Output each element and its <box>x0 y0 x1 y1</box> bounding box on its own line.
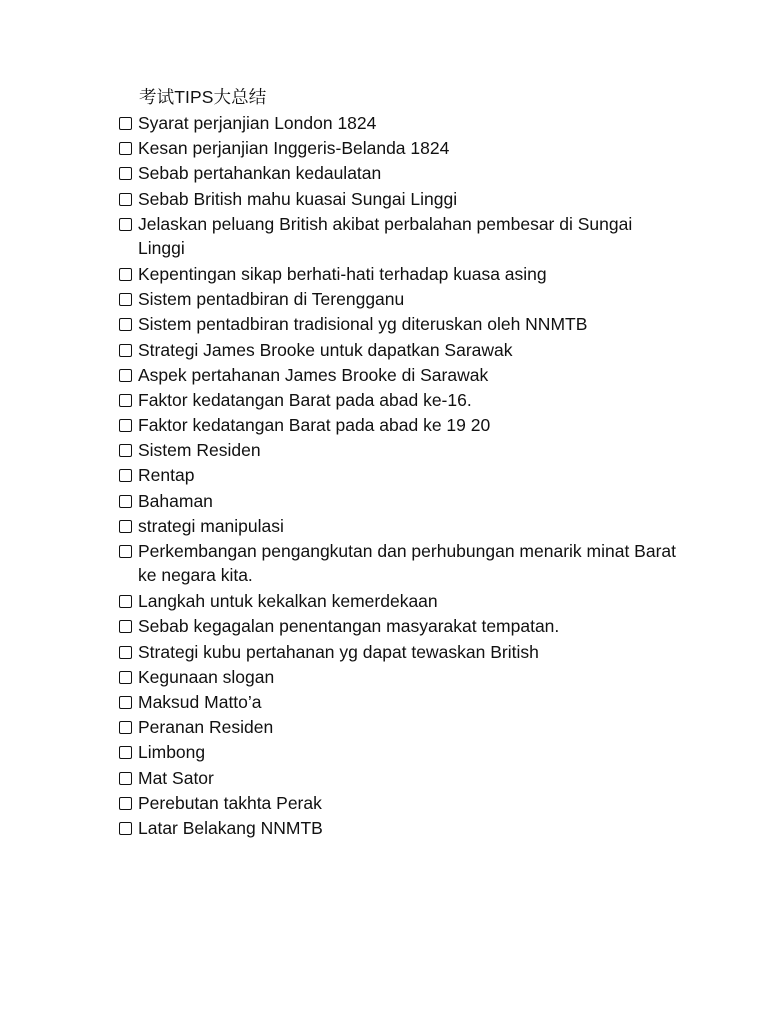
checklist-item-label: Rentap <box>138 465 195 486</box>
checklist-item-label: Mat Sator <box>138 767 214 788</box>
checklist-item-label: Maksud Matto’a <box>138 691 262 712</box>
checkbox-icon[interactable] <box>119 167 132 180</box>
checkbox-icon[interactable] <box>119 495 132 508</box>
checklist-item <box>118 413 678 437</box>
checkbox-icon[interactable] <box>119 469 132 482</box>
checklist-item <box>118 766 678 790</box>
checkbox-icon[interactable] <box>119 746 132 759</box>
checkbox-icon[interactable] <box>119 595 132 608</box>
checklist-item-label: Perkembangan pengangkutan dan perhubungan menarik minat Barat ke negara kita. <box>138 541 677 585</box>
checkbox-icon[interactable] <box>119 193 132 206</box>
checklist-item <box>118 438 678 462</box>
checklist-item <box>118 665 678 689</box>
checkbox-icon[interactable] <box>119 419 132 432</box>
checklist-item-label: Faktor kedatangan Barat pada abad ke-16. <box>138 389 472 410</box>
checklist-item-label: Aspek pertahanan James Brooke di Sarawak <box>138 364 489 385</box>
checklist-item-label: strategi manipulasi <box>138 515 284 536</box>
checklist-item-label: Sebab kegagalan penentangan masyarakat tempatan. <box>138 616 560 637</box>
checklist-item <box>118 489 678 513</box>
checklist-item-label: Strategi kubu pertahanan yg dapat tewaskan British <box>138 641 539 662</box>
checklist-item <box>118 614 678 638</box>
checklist-item <box>118 514 678 538</box>
document-title: 考试TIPS大总结 <box>139 87 267 107</box>
checklist-item <box>118 589 678 613</box>
checkbox-icon[interactable] <box>119 268 132 281</box>
checkbox-icon[interactable] <box>119 394 132 407</box>
checklist-item-label: Jelaskan peluang British akibat perbalahan pembesar di Sungai Linggi <box>138 213 633 258</box>
checkbox-icon[interactable] <box>119 721 132 734</box>
checklist-item-label: Limbong <box>138 742 206 763</box>
checklist-item-label: Kegunaan slogan <box>138 666 275 687</box>
checklist-item <box>118 212 678 260</box>
checklist-item-label: Strategi James Brooke untuk dapatkan Sarawak <box>138 339 513 360</box>
checkbox-icon[interactable] <box>119 369 132 382</box>
checkbox-icon[interactable] <box>119 117 132 130</box>
checkbox-icon[interactable] <box>119 142 132 155</box>
checklist-item-label: Sistem Residen <box>138 440 261 461</box>
checklist-item <box>118 312 678 336</box>
checklist-item-label: Sistem pentadbiran di Terengganu <box>138 289 405 310</box>
checklist-item-label: Kesan perjanjian Inggeris-Belanda 1824 <box>138 138 450 159</box>
checklist-item <box>118 262 678 286</box>
checklist-item-label: Perebutan takhta Perak <box>138 792 322 813</box>
checklist-item <box>118 791 678 815</box>
checkbox-icon[interactable] <box>119 696 132 709</box>
checklist-item-label: Langkah untuk kekalkan kemerdekaan <box>138 591 438 612</box>
checklist-item <box>118 136 678 160</box>
checkbox-icon[interactable] <box>119 671 132 684</box>
checklist-item <box>118 740 678 764</box>
checklist-item <box>118 715 678 739</box>
checklist-item <box>118 463 678 487</box>
checklist-item-label: Kepentingan sikap berhati-hati terhadap kuasa asing <box>138 263 547 284</box>
checkbox-icon[interactable] <box>119 822 132 835</box>
checklist-item <box>118 187 678 211</box>
checkbox-icon[interactable] <box>119 772 132 785</box>
checkbox-icon[interactable] <box>119 620 132 633</box>
checklist-item-label: Sebab pertahankan kedaulatan <box>138 163 382 184</box>
checklist-item <box>118 363 678 387</box>
checklist-item <box>118 690 678 714</box>
checklist-item <box>118 111 678 135</box>
checklist-item-label: Faktor kedatangan Barat pada abad ke 19 20 <box>138 415 491 436</box>
checkbox-icon[interactable] <box>119 545 132 558</box>
checklist-item <box>118 816 678 840</box>
checkbox-icon[interactable] <box>119 444 132 457</box>
checkbox-icon[interactable] <box>119 797 132 810</box>
checklist-item <box>118 338 678 362</box>
checklist-item <box>118 161 678 185</box>
checklist-item <box>118 539 678 587</box>
checklist-item-label: Latar Belakang NNMTB <box>138 817 323 838</box>
checkbox-icon[interactable] <box>119 218 132 231</box>
checklist <box>118 111 678 841</box>
checklist-item <box>118 388 678 412</box>
checklist-item-label: Sistem pentadbiran tradisional yg diteruskan oleh NNMTB <box>138 314 588 335</box>
checkbox-icon[interactable] <box>119 293 132 306</box>
checkbox-icon[interactable] <box>119 520 132 533</box>
checkbox-icon[interactable] <box>119 344 132 357</box>
checkbox-icon[interactable] <box>119 318 132 331</box>
checkbox-icon[interactable] <box>119 646 132 659</box>
checklist-item <box>118 640 678 664</box>
checklist-item <box>118 287 678 311</box>
checklist-item-label: Syarat perjanjian London 1824 <box>138 113 377 133</box>
checklist-item-label: Bahaman <box>138 490 213 511</box>
checklist-item-label: Sebab British mahu kuasai Sungai Linggi <box>138 188 458 209</box>
checklist-item-label: Peranan Residen <box>138 717 274 738</box>
